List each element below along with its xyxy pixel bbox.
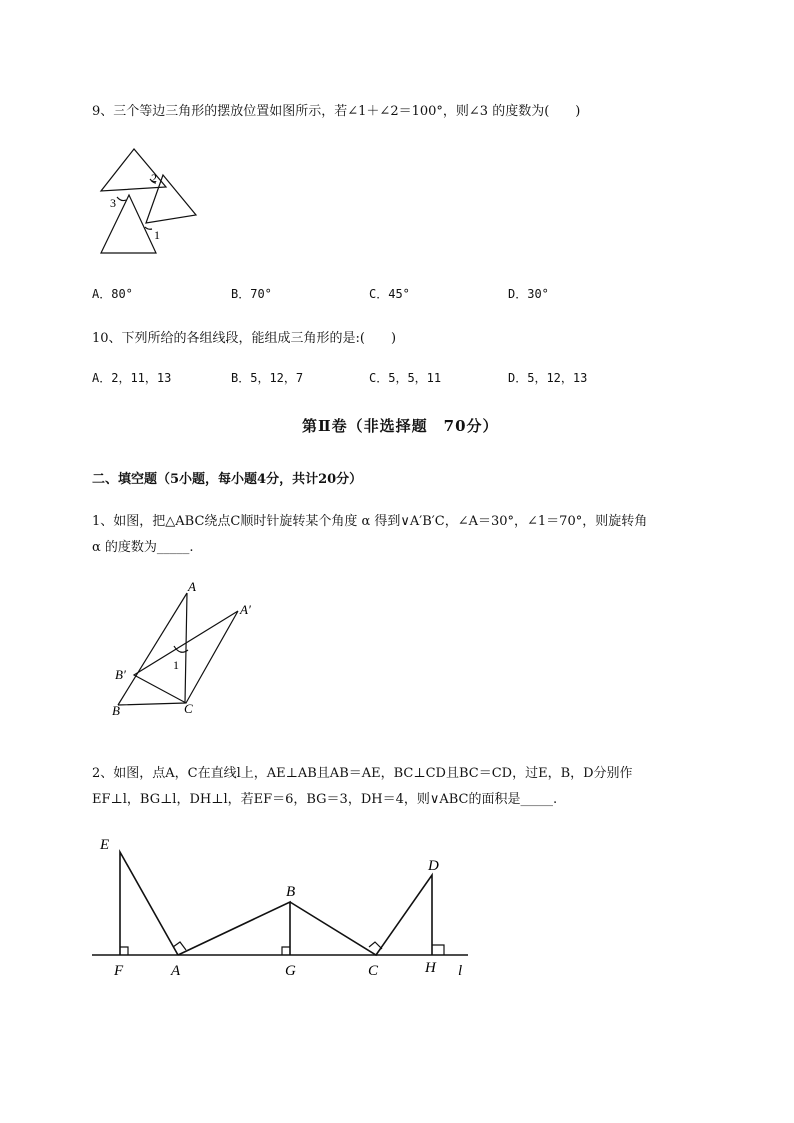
fill-2-label-l: l — [458, 963, 463, 979]
fill-2-segment-bc-cd-dh — [290, 875, 432, 955]
q9-label-2: 2 — [151, 171, 157, 185]
q9-triangles-figure — [95, 145, 205, 257]
fill-2-label-e: E — [100, 837, 110, 853]
fill-2-label-b: B — [286, 884, 296, 900]
fill-1-label-c: C — [184, 701, 193, 716]
q9-angle-3-arc — [117, 197, 126, 201]
fill-2-label-d: D — [428, 858, 439, 874]
fill-2-right-angle-g — [282, 947, 290, 955]
fill-2-segment-ab-bg — [178, 902, 290, 955]
fill-2-label-h: H — [425, 960, 436, 976]
q9-label-3: 3 — [110, 196, 116, 210]
fill-2-line-1: 2、如图，点A，C在直线l上，AE⊥AB且AB＝AE，BC⊥CD且BC＝CD，过E，B，D分别作 — [92, 766, 633, 781]
fill-2-label-g: G — [285, 963, 296, 979]
q9-angle-1-arc — [145, 227, 152, 229]
question-10-text: 10、下列所给的各组线段，能组成三角形的是:( ) — [92, 331, 397, 346]
q10-choice-d[interactable]: D．5，12，13 — [508, 371, 588, 385]
fill-1-label-1: 1 — [173, 658, 179, 672]
fill-1-line-1: 1、如图，把△ABC绕点C顺时针旋转某个角度 α 得到∨A′B′C，∠A＝30°，∠1＝70°，则旋转角 — [92, 514, 648, 529]
fill-1-rotation-figure — [108, 578, 268, 720]
fill-2-label-a: A — [171, 963, 181, 979]
q9-choice-b[interactable]: B．70° — [231, 287, 272, 301]
q9-choice-a[interactable]: A．80° — [92, 287, 133, 301]
fill-2-line-2: EF⊥l，BG⊥l，DH⊥l，若EF＝6，BG＝3，DH＝4，则∨ABC的面积是_____. — [92, 792, 558, 807]
fill-2-right-angle-h — [432, 945, 444, 955]
fill-2-right-angle-f — [120, 947, 128, 955]
section-2-heading: 二、填空题（5小题，每小题4分，共计20分） — [92, 472, 363, 487]
fill-1-label-a: A — [188, 579, 196, 594]
fill-2-segment-ef-ea — [120, 852, 178, 955]
question-9-text: 9、三个等边三角形的摆放位置如图所示，若∠1＋∠2＝100°，则∠3 的度数为( ) — [92, 104, 581, 119]
fill-1-label-a-prime: A′ — [240, 602, 251, 617]
fill-1-label-b-prime: B′ — [115, 667, 126, 682]
fill-2-label-f: F — [114, 963, 124, 979]
fill-1-label-b: B — [112, 703, 120, 718]
q10-choice-c[interactable]: C．5，5，11 — [369, 371, 442, 385]
fill-2-label-c: C — [368, 963, 379, 979]
q10-choice-b[interactable]: B．5，12，7 — [231, 371, 304, 385]
q9-choice-c[interactable]: C．45° — [369, 287, 410, 301]
q9-label-1: 1 — [154, 228, 160, 242]
fill-2-perpendicular-figure — [90, 830, 470, 985]
fill-1-line-2: α 的度数为_____. — [92, 540, 194, 555]
q10-choice-a[interactable]: A．2，11，13 — [92, 371, 172, 385]
q9-choice-d[interactable]: D．30° — [508, 287, 549, 301]
part-2-heading: 第Ⅱ卷（非选择题 70分） — [302, 417, 499, 435]
